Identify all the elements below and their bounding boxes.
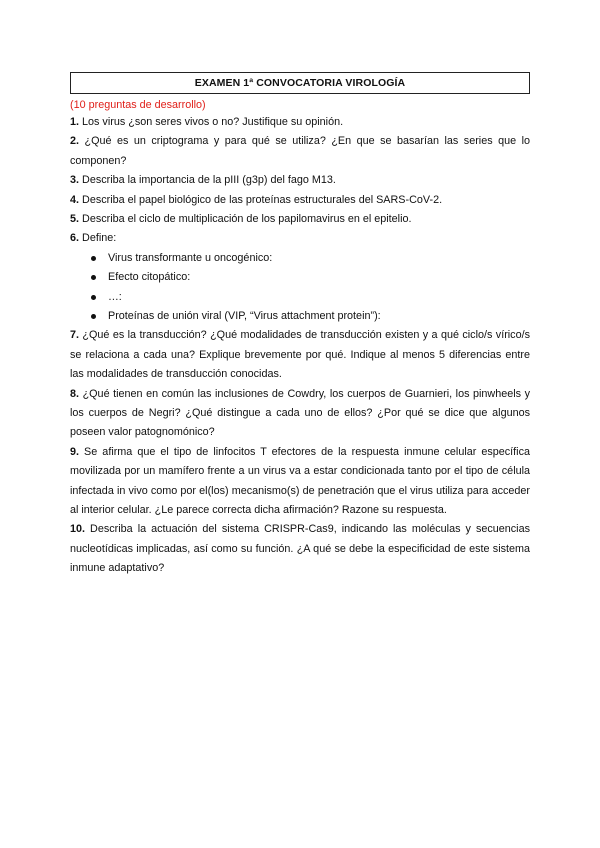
question-1: [70, 113, 530, 132]
question-2: [70, 132, 530, 171]
question-text: Describa el ciclo de multiplicación de los papilomavirus en el epitelio.: [79, 213, 412, 226]
question-8: [70, 385, 530, 443]
question-number: 7.: [70, 329, 80, 342]
bullet-icon: [91, 295, 96, 300]
question-text: Describa la importancia de la pIII (g3p) del fago M13.: [79, 174, 336, 187]
bullet-icon: [91, 314, 96, 319]
question-number: 2.: [70, 135, 80, 148]
question-text: Los virus ¿son seres vivos o no? Justifique su opinión.: [79, 116, 344, 128]
question-text: Se afirma que el tipo de linfocitos T efectores de la respuesta inmune celular específica movilizada por un mamífero frente a un virus va a estar condicionada tanto por el tipo de célula infectada in vivo como por el(los) mecanismo(s) de penetración que el virus utiliza para acceder al interior celular. ¿Le parece correcta dicha afirmación? Razone su respuesta.: [70, 445, 530, 517]
exam-title: EXAMEN 1ª CONVOCATORIA VIROLOGÍA: [70, 72, 530, 94]
question-text: Describa la actuación del sistema CRISPR-Cas9, indicando las moléculas y secuencias nucleotídicas implicadas, así como su función. ¿A qué se debe la especificidad de este sistema inmune adaptativo?: [70, 523, 530, 575]
question-4: [70, 191, 530, 210]
question-number: 5.: [70, 213, 80, 226]
bullet-icon: [91, 256, 96, 261]
question-10: [70, 520, 530, 578]
bullet-icon: [91, 275, 96, 280]
list-item: Efecto citopático:: [70, 268, 530, 287]
question-number: 4.: [70, 193, 80, 206]
exam-page: [70, 72, 530, 579]
question-text: Describa el papel biológico de las proteínas estructurales del SARS-CoV-2.: [79, 193, 443, 206]
list-item: Virus transformante u oncogénico:: [70, 249, 530, 268]
list-item: …:: [70, 288, 530, 307]
question-6: [70, 229, 530, 248]
question-7: [70, 326, 530, 384]
question-text: ¿Qué tienen en común las inclusiones de Cowdry, los cuerpos de Guarnieri, los pinwheels y los cuerpos de Negri? ¿Qué distingue a cada uno de ellos? ¿Por qué se dice que algunos poseen valor patognomónico?: [70, 387, 530, 439]
question-3: [70, 171, 530, 190]
exam-subtitle: (10 preguntas de desarrollo): [70, 99, 206, 111]
question-9: [70, 443, 530, 521]
question-5: [70, 210, 530, 229]
question-number: 9.: [70, 445, 80, 458]
question-text: Define:: [79, 232, 117, 245]
define-list: [70, 249, 530, 327]
list-item: Proteínas de unión viral (VIP, “Virus attachment protein”):: [70, 307, 530, 326]
question-number: 10.: [70, 523, 86, 536]
question-text: ¿Qué es la transducción? ¿Qué modalidades de transducción existen y a qué ciclo/s vírico/s se relaciona a cada una? Explique brevemente por qué. Indique al menos 5 diferencias entre las modalidades de transducción conocidas.: [70, 329, 530, 381]
question-number: 6.: [70, 232, 80, 245]
question-number: 1.: [70, 116, 80, 128]
question-number: 8.: [70, 387, 80, 400]
question-text: ¿Qué es un criptograma y para qué se utiliza? ¿En que se basarían las series que lo componen?: [70, 135, 530, 167]
question-number: 3.: [70, 174, 80, 187]
